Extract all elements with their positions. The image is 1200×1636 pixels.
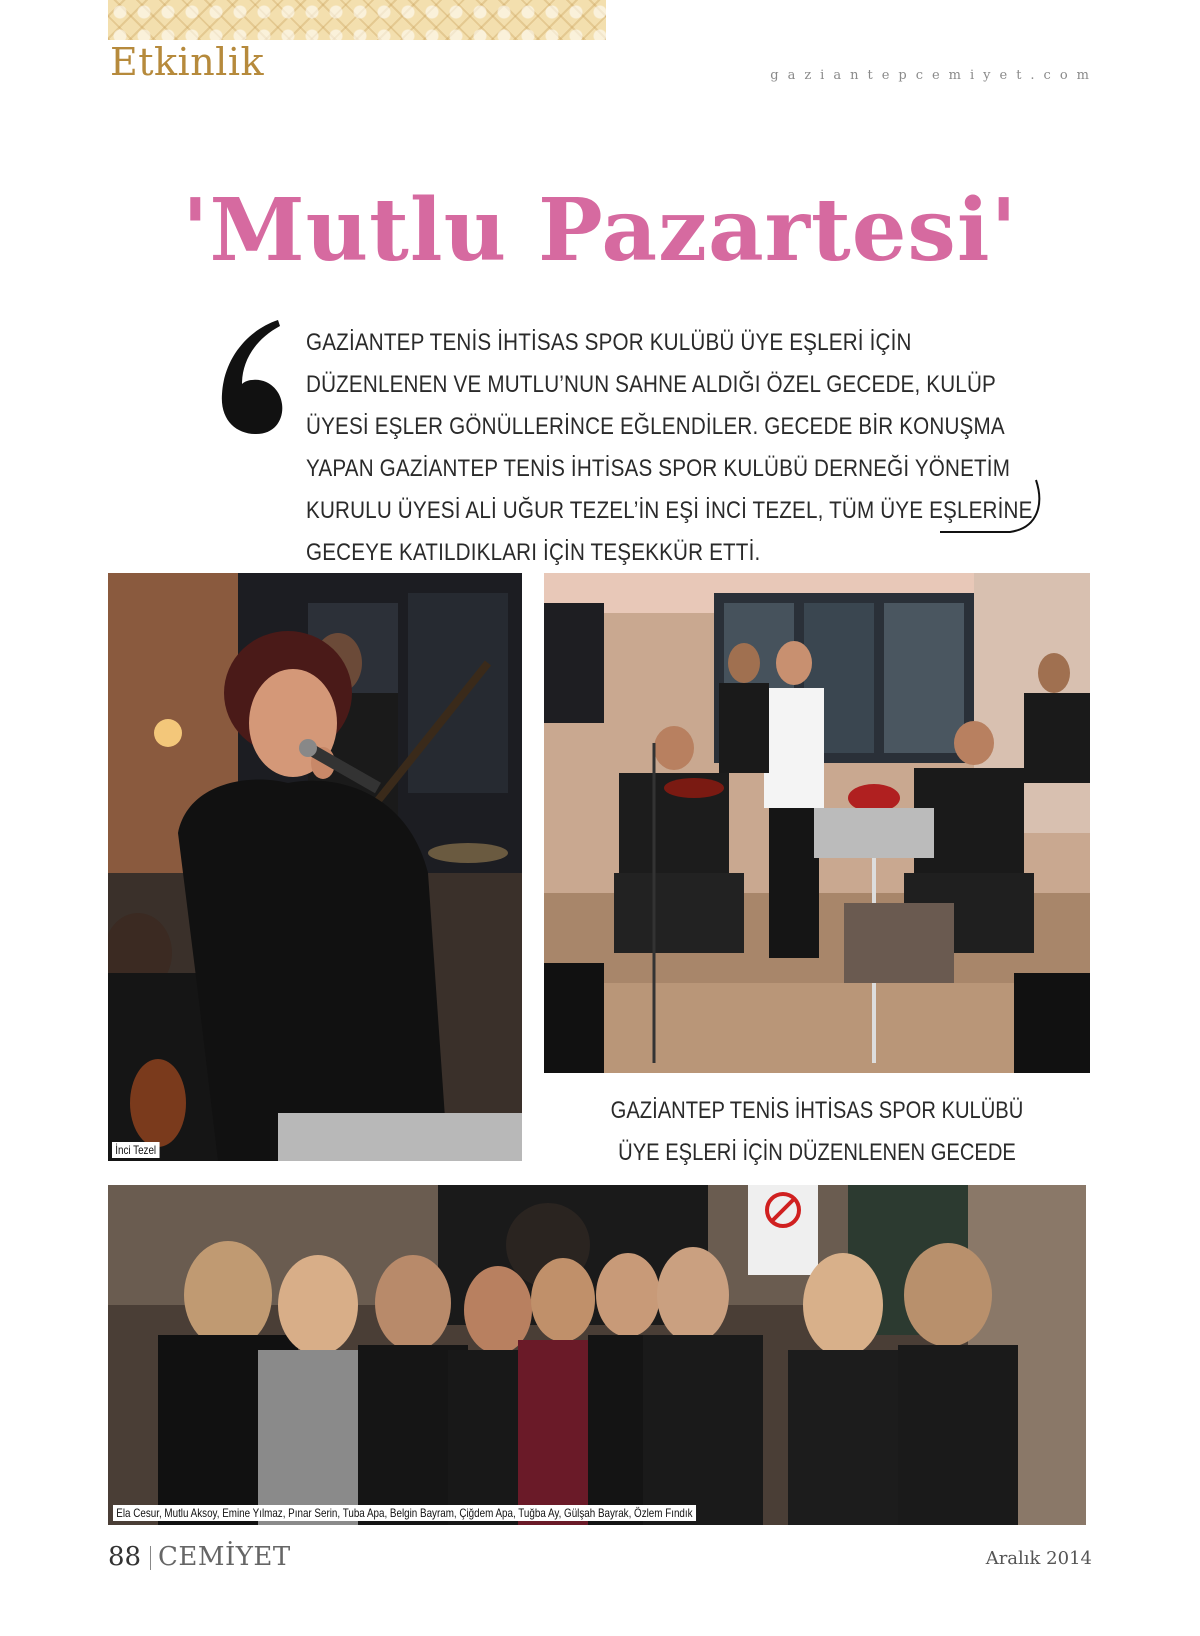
magazine-name: CEMİYET (158, 1542, 291, 1572)
section-label: Etkinlik (110, 40, 264, 84)
page-number: 88 (108, 1542, 142, 1572)
stage-caption-text: GAZİANTEP TENİS İHTİSAS SPOR KULÜBÜ ÜYE EŞLERİ İÇİN DÜZENLENEN GECEDE (610, 1097, 1024, 1166)
speaker-photo (108, 573, 522, 1161)
stage-band-photo (544, 573, 1090, 1073)
close-quote-line-icon (940, 478, 1050, 538)
footer-divider (150, 1546, 151, 1570)
issue-date: Aralık 2014 (985, 1548, 1092, 1569)
group-photo (108, 1185, 1086, 1525)
site-url[interactable]: gaziantepcemiyet.com (770, 68, 1098, 83)
article-title: 'Mutlu Pazartesi' (182, 180, 1018, 281)
photo-name-tag: İnci Tezel (112, 1142, 159, 1158)
group-photo-names: Ela Cesur, Mutlu Aksoy, Emine Yılmaz, Pınar Serin, Tuba Apa, Belgin Bayram, Çiğdem Apa, Tuğba Ay, Gülşah Bayrak, Özlem Fındık (113, 1505, 696, 1521)
decorative-pattern-strip (108, 0, 606, 40)
article-lead: GAZİANTEP TENİS İHTİSAS SPOR KULÜBÜ ÜYE EŞLERİ İÇİN DÜZENLENEN VE MUTLU’NUN SAHNE ALDIĞI ÖZEL GECEDE, KULÜP ÜYESİ EŞLER GÖNÜLLERİNCE EĞLENDİLER. GECEDE BİR KONUŞMA YAPAN GAZİANTEP TENİS İHTİSAS SPOR KULÜBÜ DERNEĞİ YÖNETİM KURULU ÜYESİ ALİ UĞUR TEZEL’İN EŞİ İNCİ TEZEL, TÜM ÜYE EŞLERİNE GECEYE KATILDIKLARI İÇİN TEŞEKKÜR ETTİ. (306, 329, 1033, 566)
open-quote-icon (218, 318, 288, 436)
